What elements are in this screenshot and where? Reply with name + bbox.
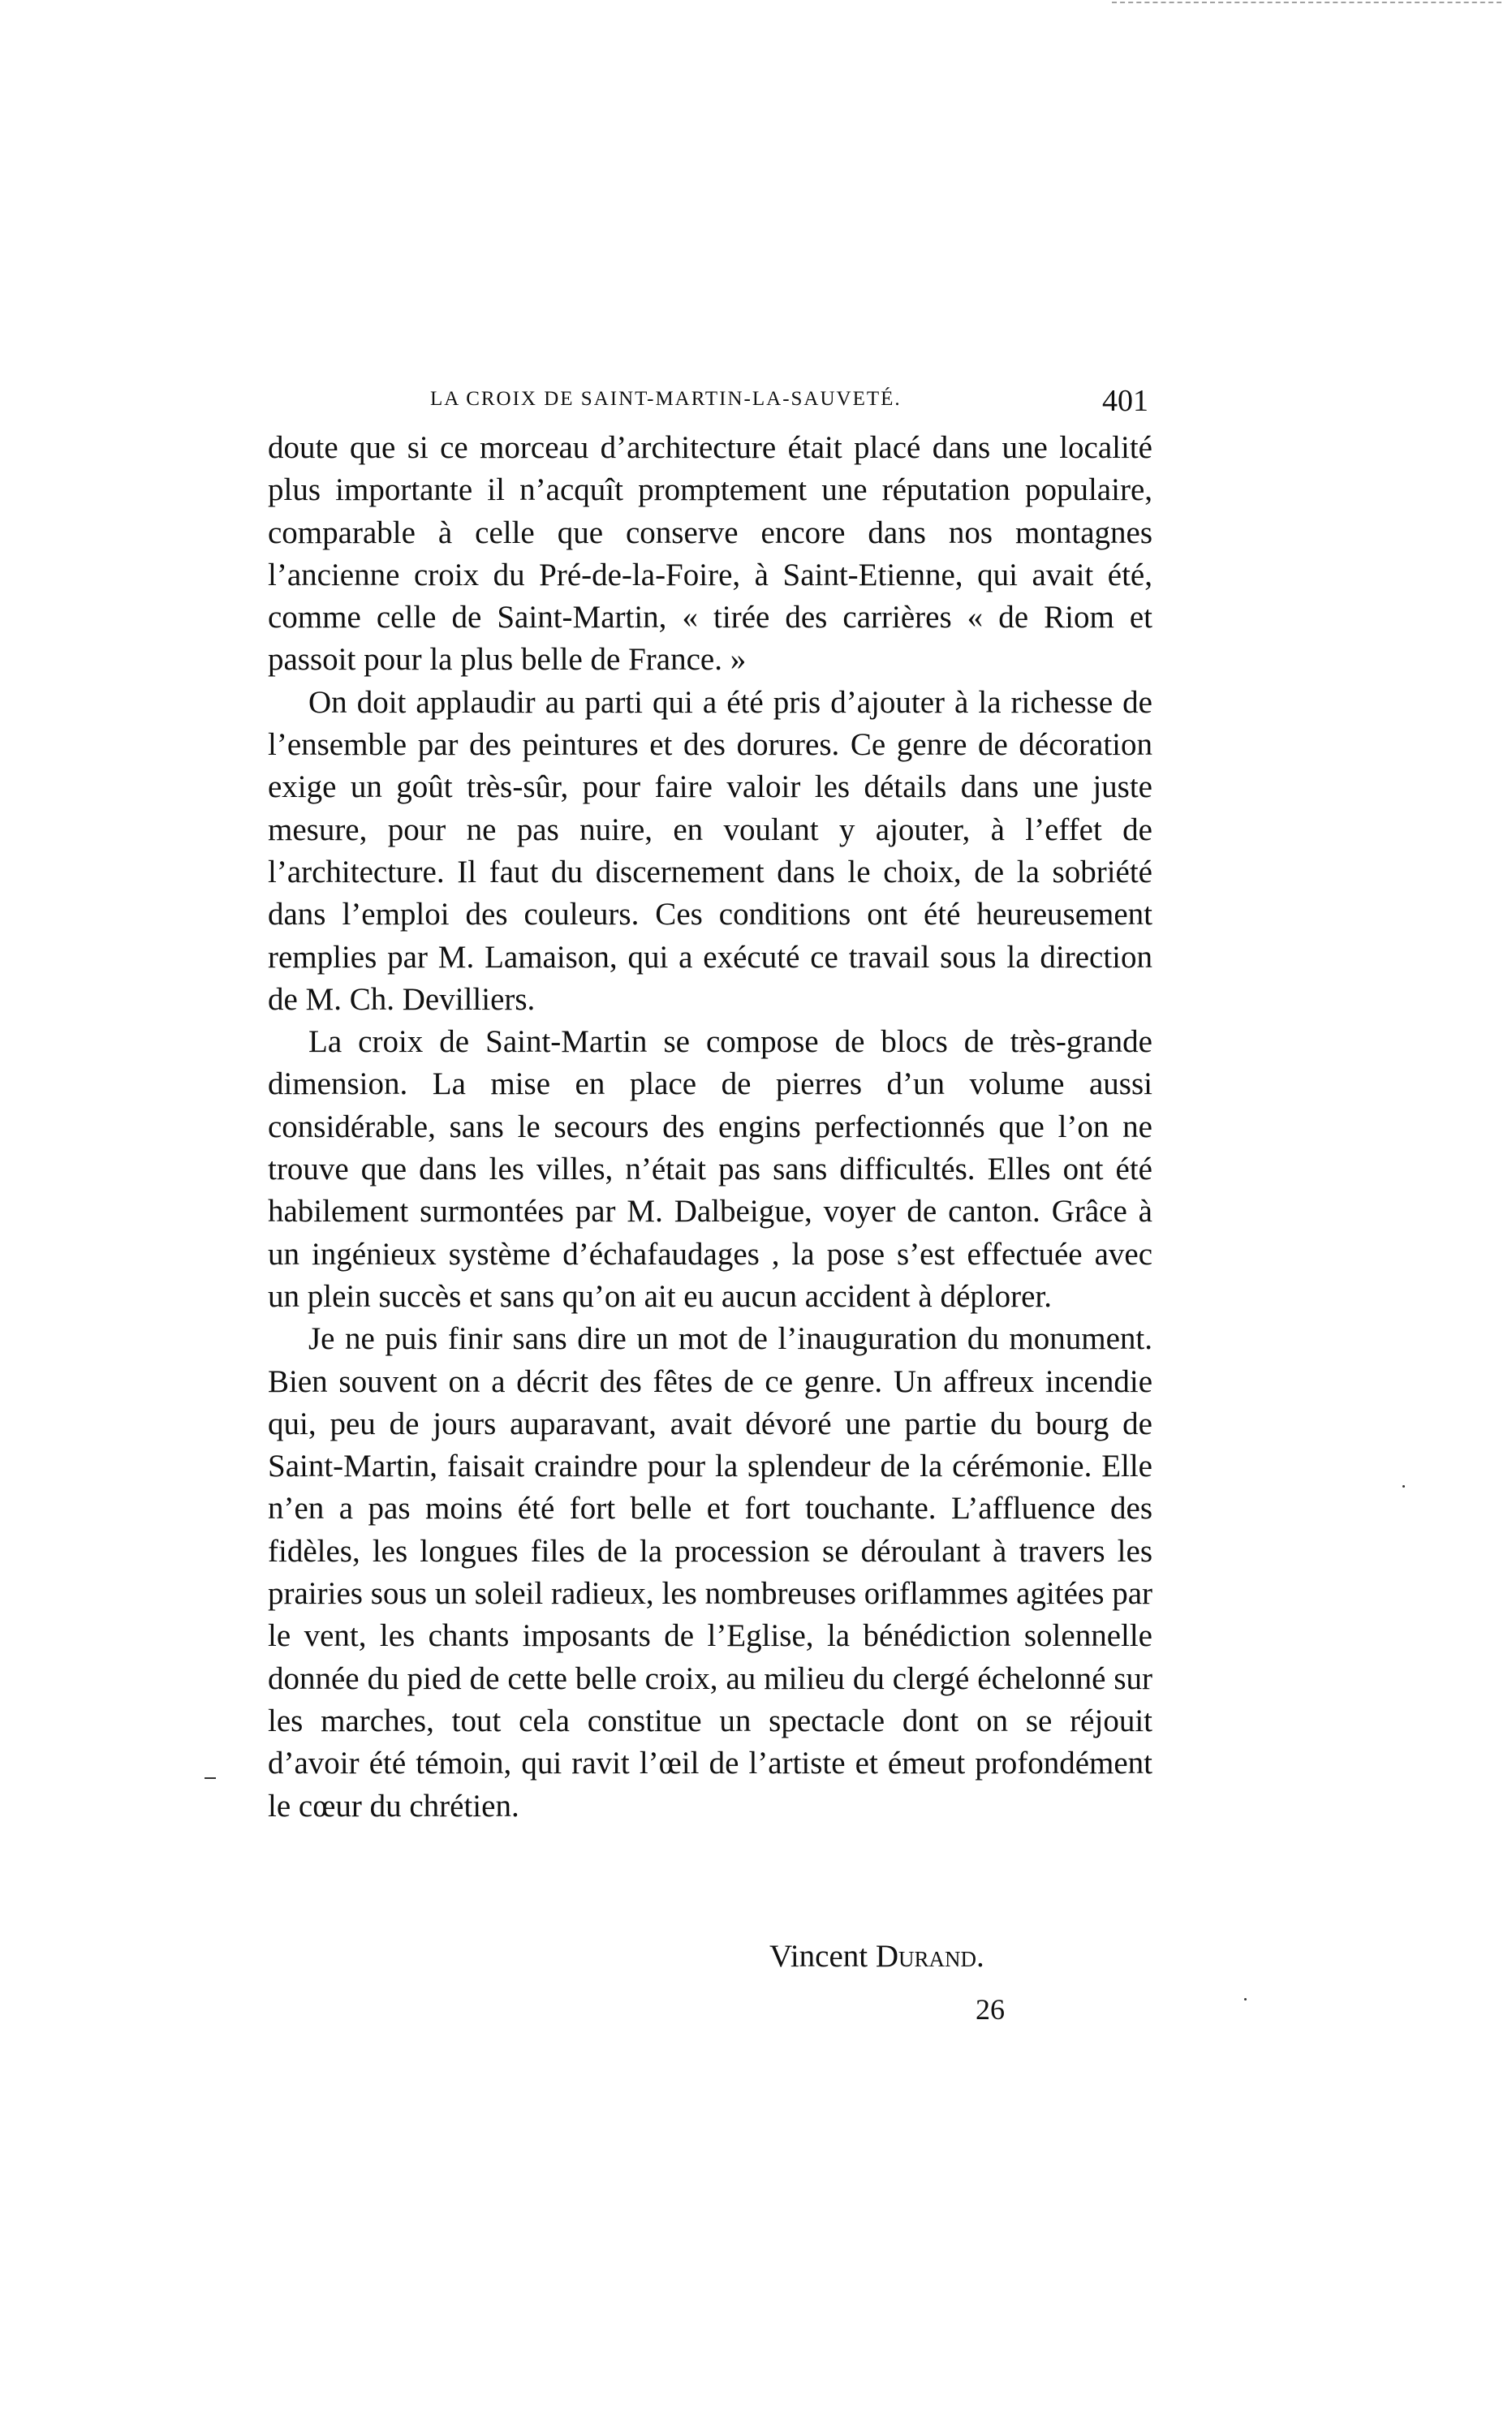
scan-speck bbox=[205, 1777, 216, 1779]
scan-speck bbox=[1244, 1998, 1247, 2000]
body-text bbox=[268, 427, 1152, 1828]
author-last-name: Durand. bbox=[875, 1939, 984, 1974]
running-title: LA CROIX DE SAINT-MARTIN-LA-SAUVETÉ. bbox=[430, 388, 902, 410]
page-number: 401 bbox=[1102, 384, 1148, 418]
author-first-name: Vincent bbox=[769, 1939, 868, 1974]
scan-edge-artifact bbox=[1112, 2, 1501, 3]
author-signature bbox=[769, 1938, 984, 1975]
paragraph: Je ne puis finir sans dire un mot de l’inauguration du monument. Bien souvent on a décrit des fêtes de ce genre. Un affreux incendie qui, peu de jours auparavant, avait dévoré une partie du bourg de Saint-Martin, faisait craindre pour la splendeur de la cérémonie. Elle n’en a pas moins été fort belle et fort touchante. L’affluence des fidèles, les longues files de la procession se déroulant à travers les prairies sous un soleil radieux, les nombreuses oriflammes agitées par le vent, les chants imposants de l’Eglise, la bénédiction solennelle donnée du pied de cette belle croix, au milieu du clergé échelonné sur les marches, tout cela constitue un spectacle dont on se réjouit d’avoir été témoin, qui ravit l’œil de l’artiste et émeut profondément le cœur du chrétien. bbox=[268, 1321, 1152, 1824]
paragraph: La croix de Saint-Martin se compose de blocs de très-grande dimension. La mise en place de pierres d’un volume aussi considérable, sans le secours des engins perfectionnés que l’on ne trouve que dans les villes, n’était pas sans difficultés. Elles ont été habilement surmontées par M. Dalbeigue, voyer de canton. Grâce à un ingénieux système d’échafaudages , la pose s’est effectuée avec un plein succès et sans qu’on ait eu aucun accident à déplorer. bbox=[268, 1024, 1152, 1314]
running-head bbox=[430, 383, 1148, 416]
paragraph: On doit applaudir au parti qui a été pris d’ajouter à la richesse de l’ensemble par des peintures et des dorures. Ce genre de décoration exige un goût très-sûr, pour faire valoir les détails dans une juste mesure, pour ne pas nuire, en voulant y ajouter, à l’effet de l’architecture. Il faut du discernement dans le choix, de la sobriété dans l’emploi des couleurs. Ces conditions ont été heureusement remplies par M. Lamaison, qui a exécuté ce travail sous la direction de M. Ch. Devilliers. bbox=[268, 684, 1152, 1017]
scan-speck bbox=[1402, 1485, 1405, 1488]
signature-mark: 26 bbox=[976, 1993, 1005, 2026]
paragraph: doute que si ce morceau d’architecture était placé dans une localité plus importante il n’acquît promptement une réputation populaire, comparable à celle que conserve encore dans nos montagnes l’ancienne croix du Pré-de-la-Foire, à Saint-Etienne, qui avait été, comme celle de Saint-Martin, « tirée des carrières « de Riom et passoit pour la plus belle de France. » bbox=[268, 430, 1152, 678]
